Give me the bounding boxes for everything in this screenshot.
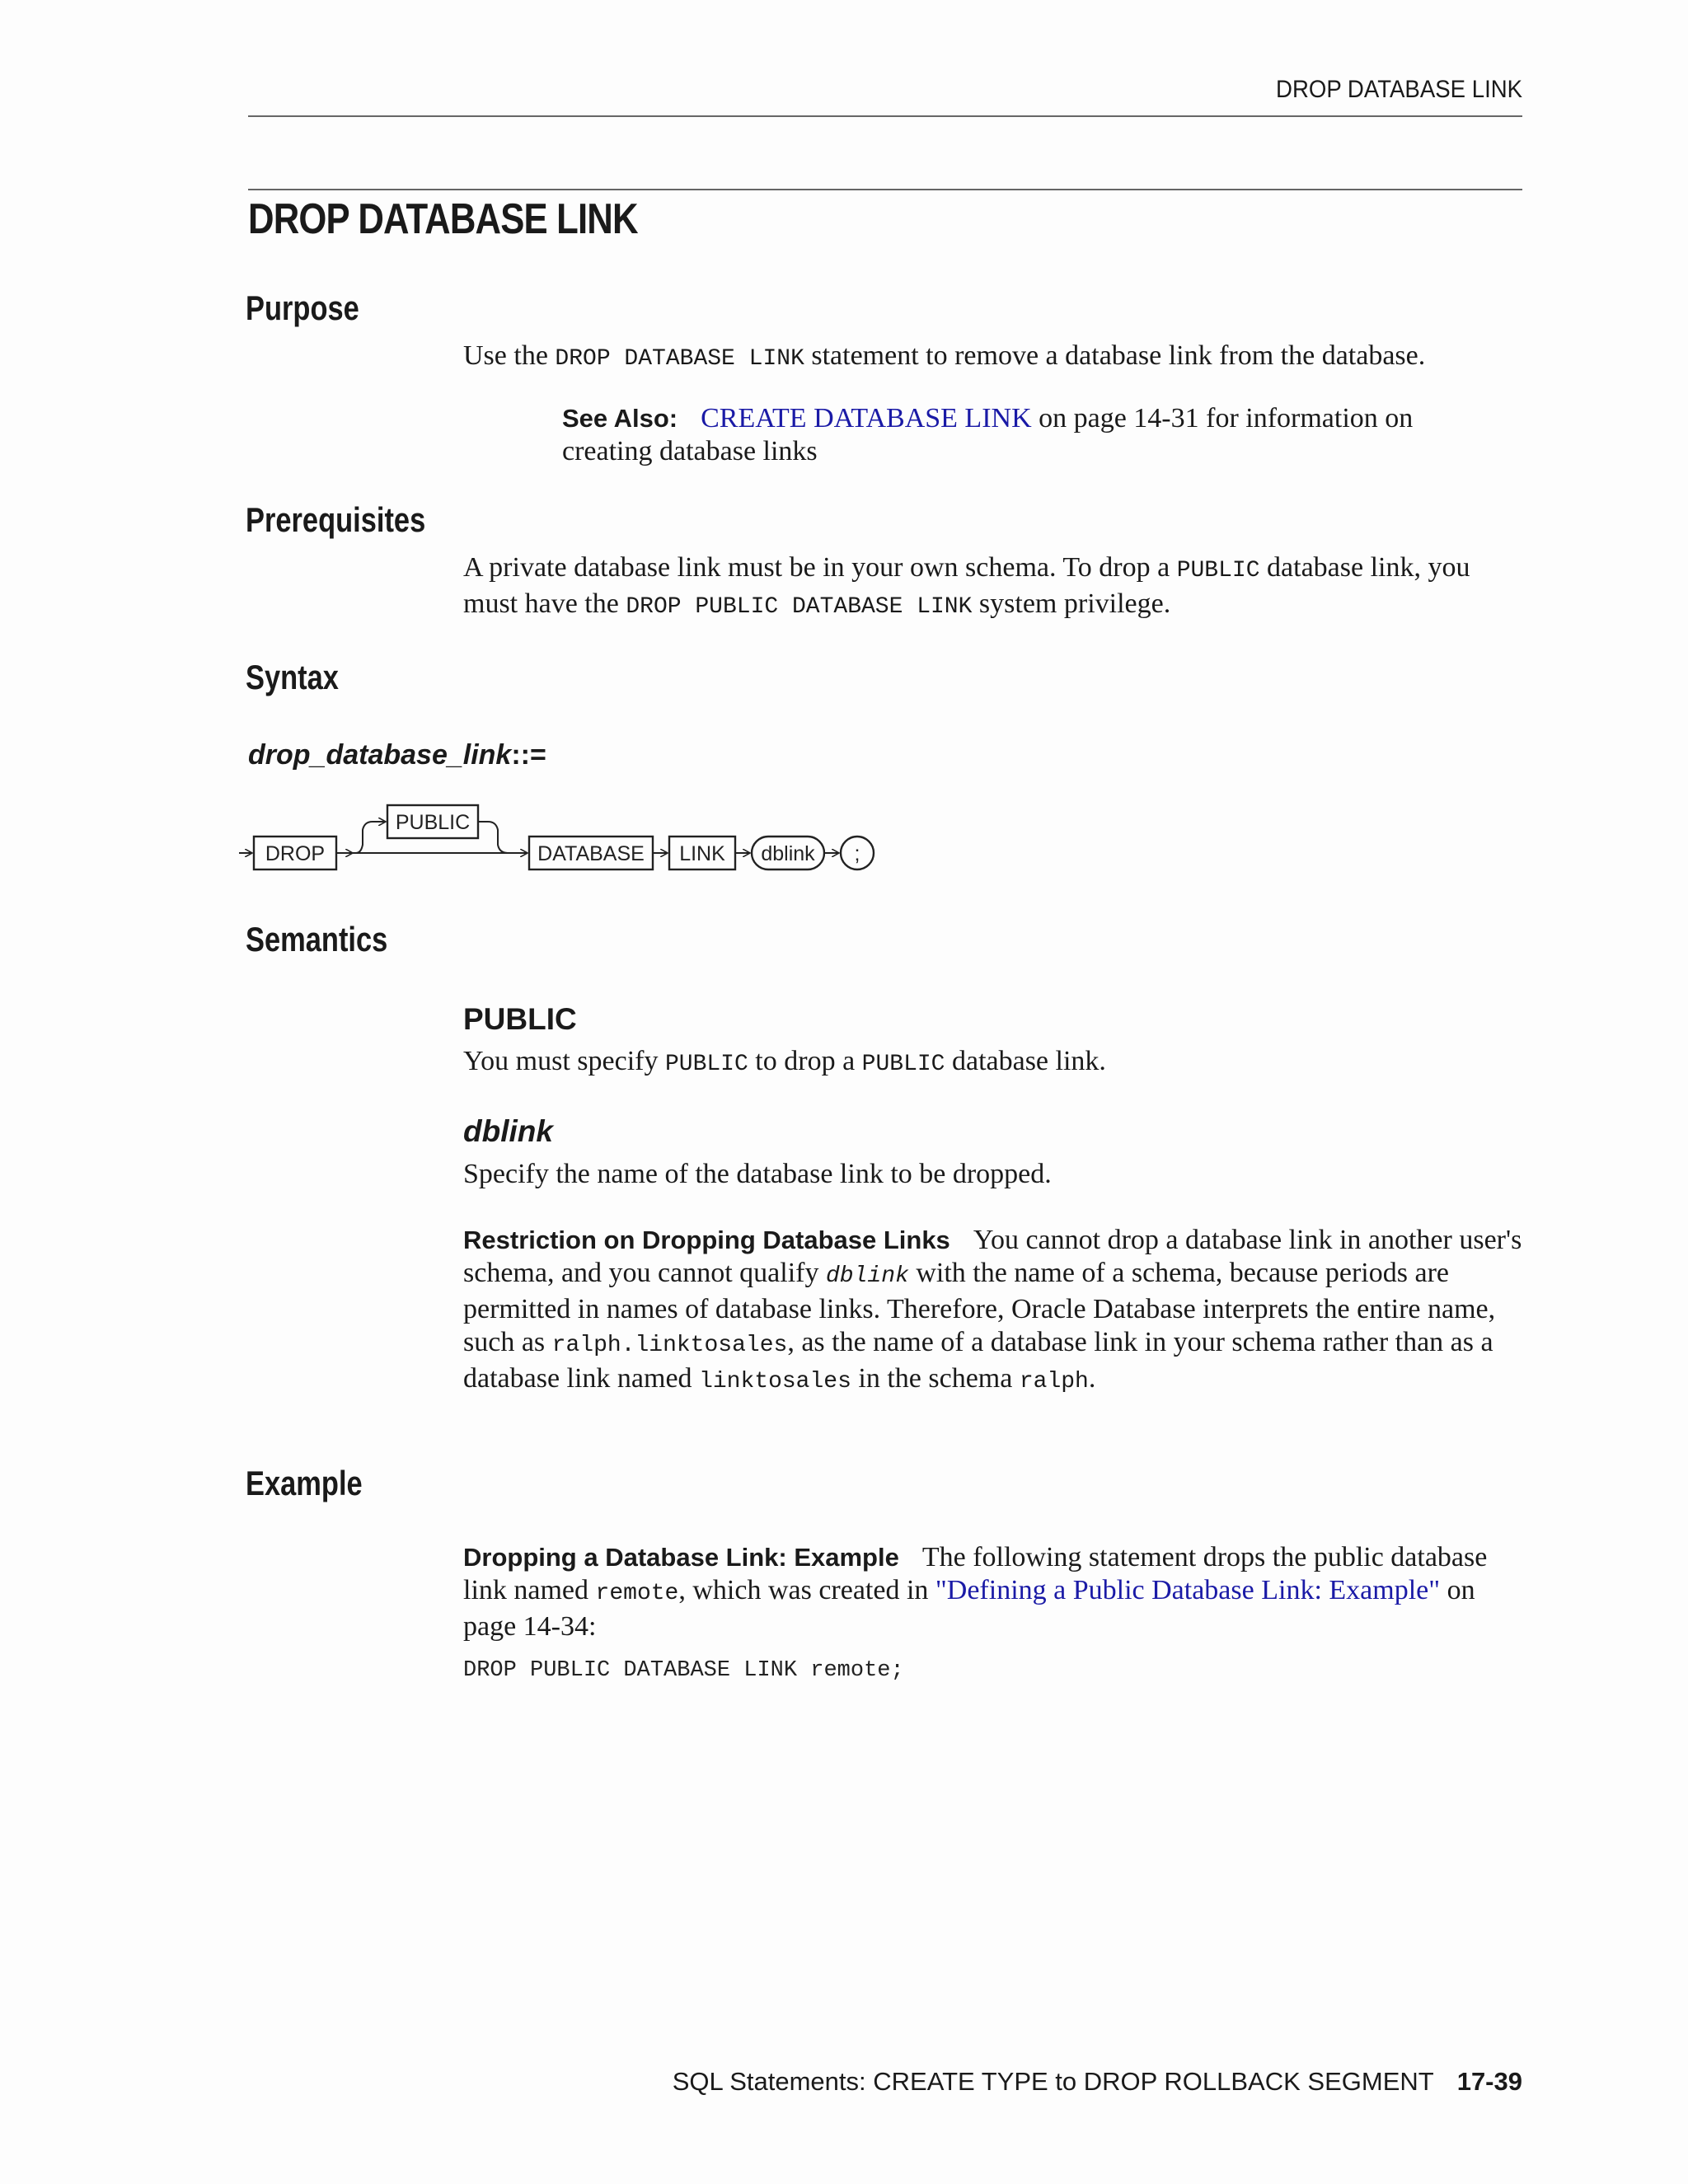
example-label: Dropping a Database Link: Example xyxy=(463,1543,899,1572)
see-also-label: See Also: xyxy=(562,404,678,433)
syntax-public: PUBLIC xyxy=(395,811,471,834)
syntax-dblink: dblink xyxy=(761,842,815,865)
public-clause-text: You must specify PUBLIC to drop a PUBLIC database link. xyxy=(463,1046,1106,1077)
see-also-note: See Also: CREATE DATABASE LINK on page 14-31 for information on creating database links xyxy=(562,403,1414,466)
dblink-clause-text: Specify the name of the database link to be dropped. xyxy=(463,1159,1052,1189)
header-rule xyxy=(248,115,1522,117)
syntax-semicolon: ; xyxy=(854,842,860,865)
footer-text: SQL Statements: CREATE TYPE to DROP ROLLBACK SEGMENT xyxy=(672,2067,1434,2096)
example-heading: Example xyxy=(246,1464,363,1502)
syntax-heading: Syntax xyxy=(246,658,339,696)
syntax-drop: DROP xyxy=(265,842,326,865)
defining-public-database-link-link[interactable]: "Defining a Public Database Link: Example" xyxy=(935,1575,1441,1605)
title-rule xyxy=(248,189,1522,190)
page-footer xyxy=(673,2067,1522,2097)
prerequisites-text: A private database link must be in your own schema. To drop a PUBLIC database link, you must have the DROP PUBLIC DATABASE LINK system privilege. xyxy=(463,552,1470,620)
semantics-heading: Semantics xyxy=(246,920,388,958)
prerequisites-heading: Prerequisites xyxy=(246,500,426,539)
syntax-diagram-title: drop_database_link::= xyxy=(248,739,546,771)
syntax-database: DATABASE xyxy=(537,842,645,865)
example-paragraph: Dropping a Database Link: Example The following statement drops the public database link named remote, which was created in "Defining a Public Database Link: Example" on page 14-34: xyxy=(463,1542,1488,1642)
purpose-code: DROP DATABASE LINK xyxy=(555,346,804,372)
syntax-diagram xyxy=(239,795,882,886)
public-clause-heading: PUBLIC xyxy=(463,1002,577,1036)
create-database-link-link[interactable]: CREATE DATABASE LINK xyxy=(701,403,1032,434)
purpose-text: Use the DROP DATABASE LINK statement to remove a database link from the database. xyxy=(463,340,1426,372)
running-head: DROP DATABASE LINK xyxy=(1275,76,1522,103)
example-code: DROP PUBLIC DATABASE LINK remote; xyxy=(463,1658,904,1683)
dblink-clause-heading: dblink xyxy=(463,1114,553,1148)
syntax-link: LINK xyxy=(679,842,725,865)
purpose-heading: Purpose xyxy=(246,288,359,327)
restriction-label: Restriction on Dropping Database Links xyxy=(463,1226,950,1254)
page-number: 17-39 xyxy=(1456,2067,1522,2096)
page-title: DROP DATABASE LINK xyxy=(248,195,638,243)
restriction-paragraph: Restriction on Dropping Database Links You cannot drop a database link in another user's schema, and you cannot qualify dblink with the name of a schema, because periods are permitted in names of database links. Therefore, Oracle Database interprets the entire name, such as ralph.linktosales, as the name of a database link in your schema rather than as a database link named linktosales in the schema ralph. xyxy=(463,1225,1522,1394)
